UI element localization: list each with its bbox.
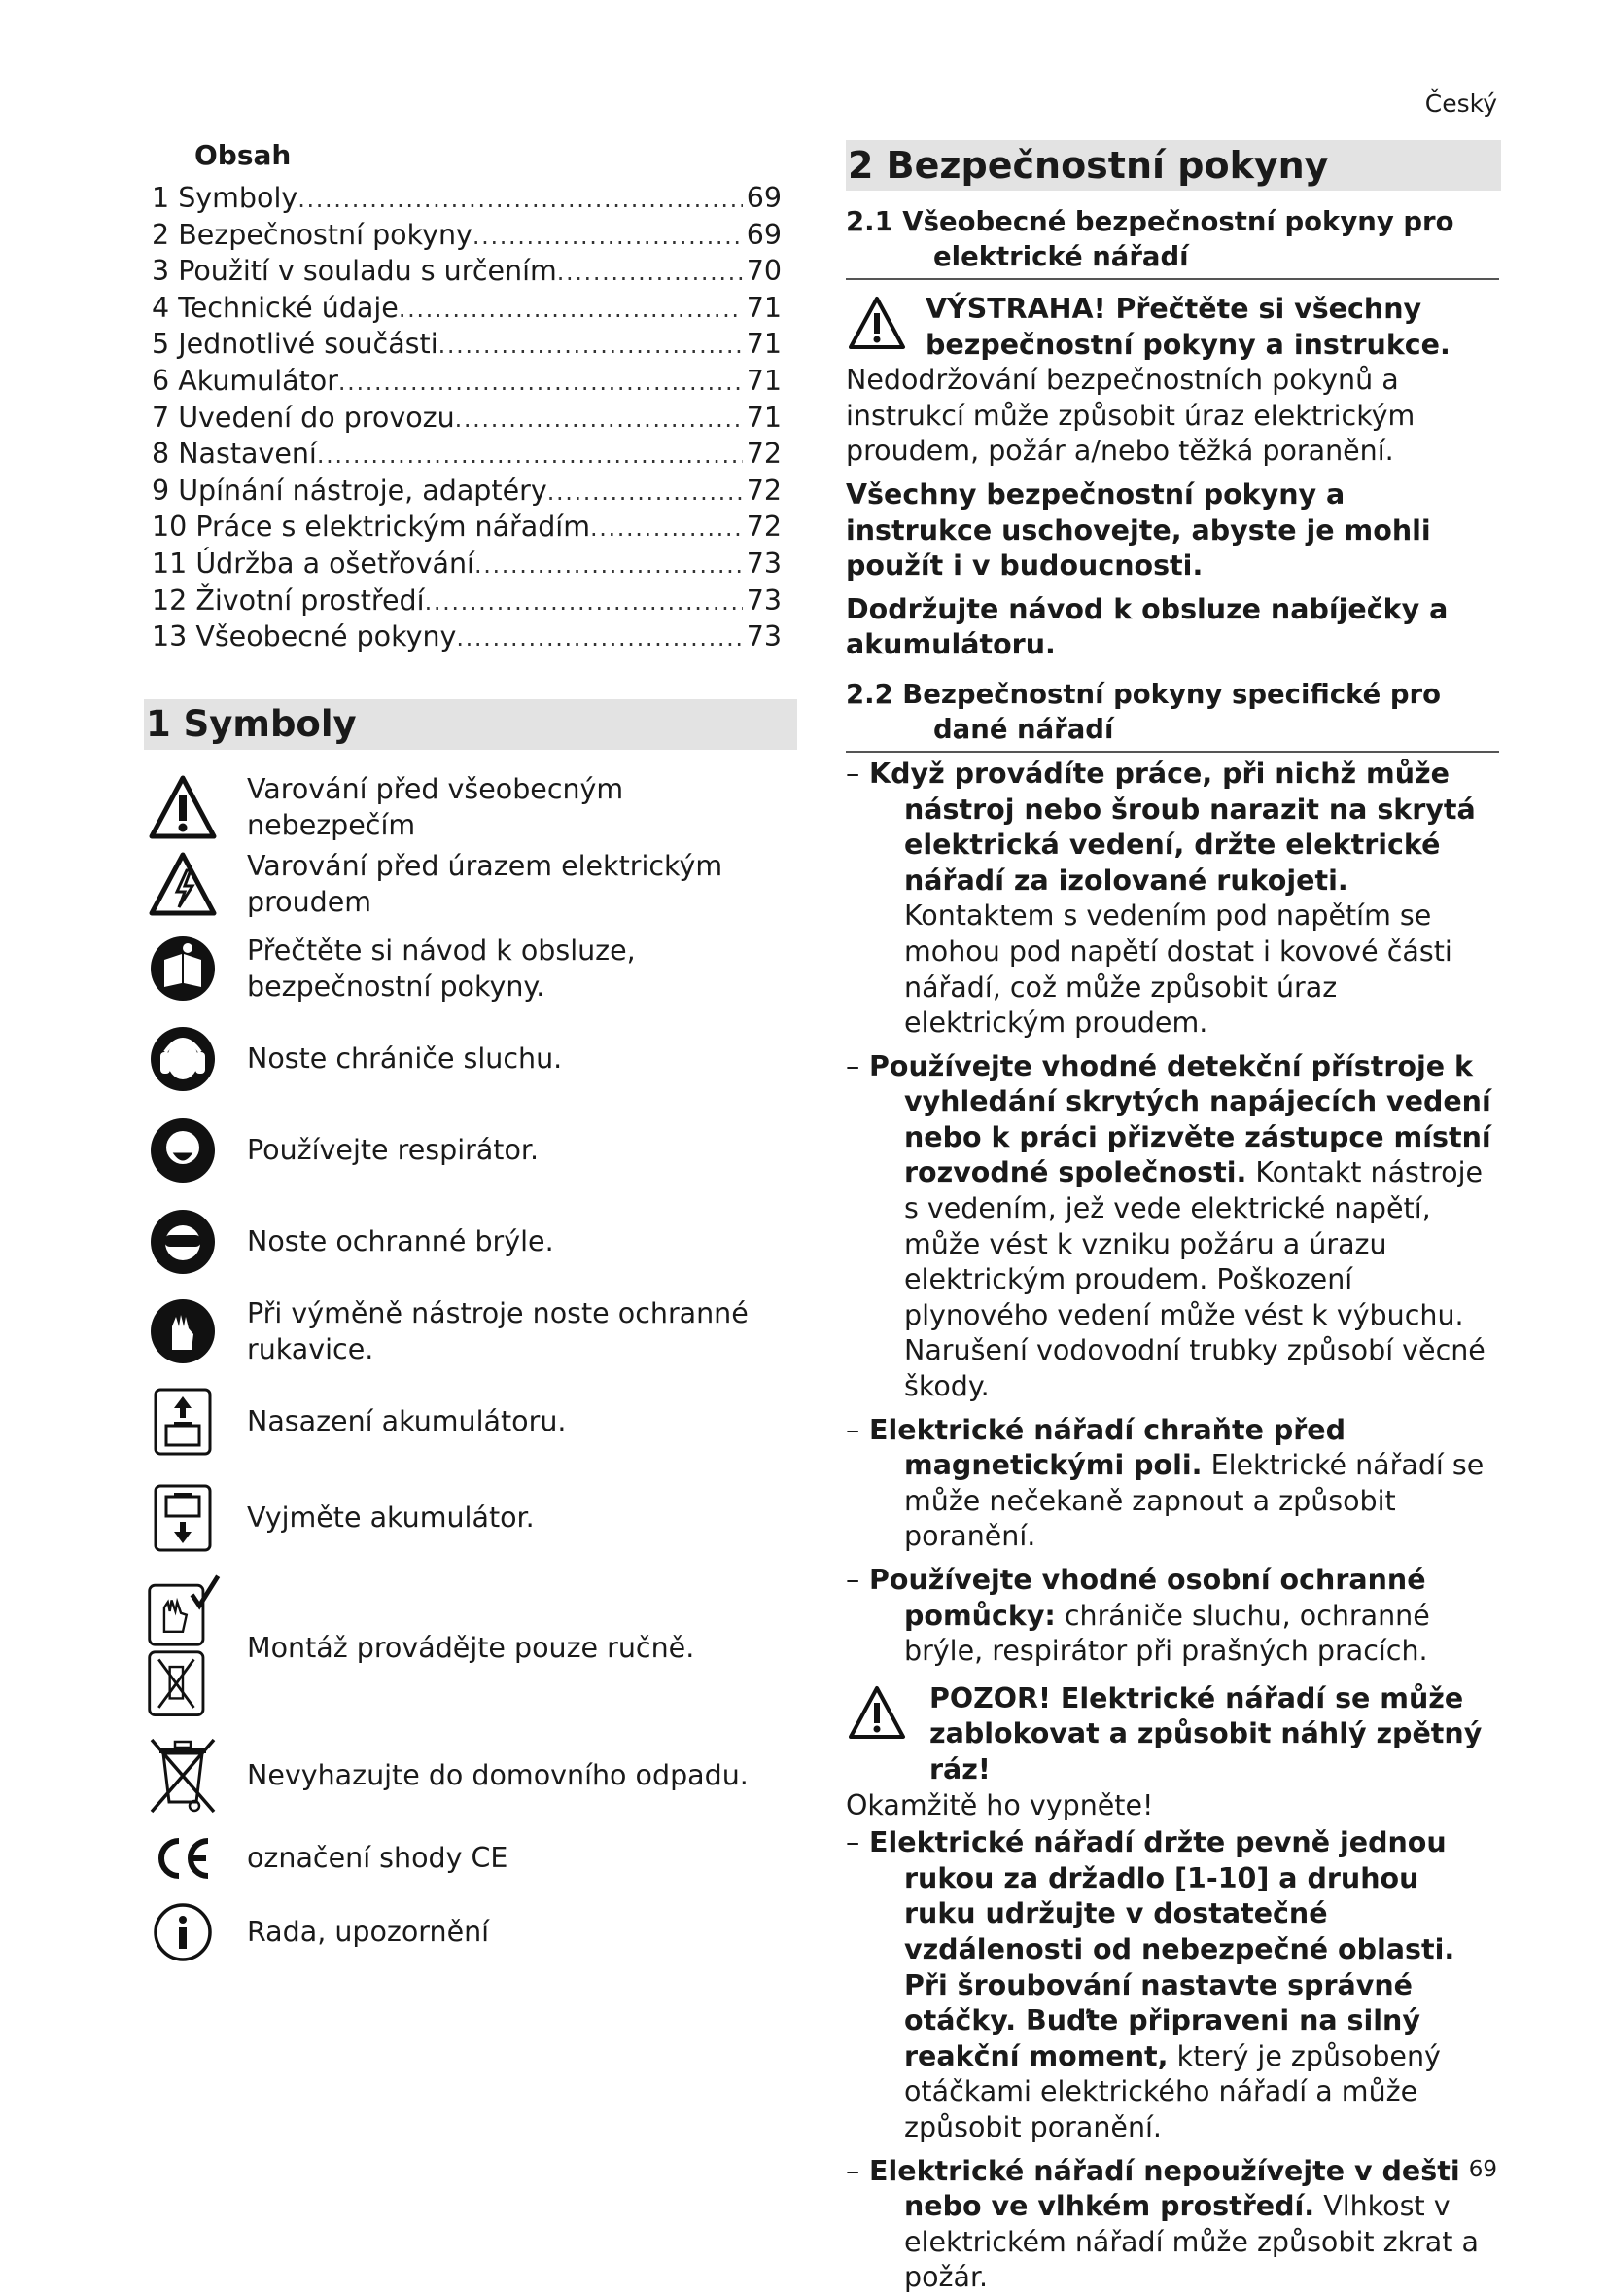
symbol-item: Nasazení akumulátoru. xyxy=(144,1374,797,1469)
info-icon xyxy=(144,1902,222,1962)
dash-bullet: – xyxy=(846,2154,860,2187)
toc-leader-dots xyxy=(547,475,743,511)
specific-instructions-list xyxy=(846,757,1499,1670)
toc-leader-dots xyxy=(474,548,743,583)
toc-entry: 4 Technické údaje . . . 71 xyxy=(152,291,782,328)
battery-insert-icon xyxy=(144,1387,222,1457)
dash-bullet: – xyxy=(846,1049,860,1082)
toc-leader-dots xyxy=(297,182,743,218)
safety-goggles-icon xyxy=(144,1208,222,1276)
toc-leader-dots xyxy=(438,328,743,364)
instruction-item: – Používejte vhodné osobní ochranné pomůcky: chrániče sluchu, ochranné brýle, respirátor při prašných pracích. xyxy=(846,1564,1430,1668)
symbol-item: Varování před všeobecným nebezpečím xyxy=(144,771,797,843)
toc-leader-dots xyxy=(425,584,743,620)
symbol-item: Používejte respirátor. xyxy=(144,1106,797,1195)
symbol-item: Při výměně nástroje noste ochranné rukavice. xyxy=(144,1289,797,1374)
toc-leader-dots xyxy=(338,365,743,401)
ear-protection-icon xyxy=(144,1025,222,1093)
manual-assembly-icon xyxy=(144,1571,222,1726)
symbols-heading: 1 Symboly xyxy=(144,699,797,750)
keep-instructions-note: Všechny bezpečnostní pokyny a instrukce uschovejte, abyste je mohli použít i v budoucnosti. xyxy=(846,477,1431,583)
dash-bullet: – xyxy=(846,757,860,790)
language-label: Český xyxy=(1424,89,1497,118)
dash-bullet: – xyxy=(846,1564,860,1596)
instruction-item: – Elektrické nářadí držte pevně jednou rukou za držadlo [1-10] a druhou ruku udržujte v dostatečné vzdálenosti od nebezpečné oblasti. Při šroubování nastavte správné otáčky. Buďte připraveni na silný reakční moment, který je způsobený otáčkami elektrického nářadí a může způsobit poranění. xyxy=(846,1826,1455,2143)
toc-entry: 12 Životní prostředí . . . 73 xyxy=(152,583,782,620)
kickback-instructions-list xyxy=(846,1825,1499,2296)
symbol-item: Rada, upozornění xyxy=(144,1895,797,1969)
battery-remove-icon xyxy=(144,1483,222,1553)
instruction-item: – Používejte vhodné detekční přístroje k vyhledání skrytých napájecích vedení nebo k práci přizvěte zástupce místní rozvodné společnosti. Kontakt nástroje s vedením, jež vede elektrické napětí, může vést k vzniku požáru a úrazu elektrickým proudem. Poškození plynového vedení může vést k výbuchu. Narušení vodovodní trubky způsobí věcné škody. xyxy=(846,1049,1491,1403)
symbol-item: Přečtěte si návod k obsluze, bezpečnostní pokyny. xyxy=(144,925,797,1012)
caution-block: POZOR! Elektrické nářadí se může zablokovat a způsobit náhlý zpětný ráz! Okamžitě ho vypněte! xyxy=(846,1681,1483,1821)
charger-note: Dodržujte návod k obsluze nabíječky a akumulátoru. xyxy=(846,592,1449,661)
instruction-item: – Když provádíte práce, při nichž může nástroj nebo šroub narazit na skrytá elektrická vedení, držte elektrické nářadí za izolované rukojeti. Kontaktem s vedením pod napětím se mohou pod napětí dostat i kovové části nářadí, což může způsobit úraz elektrickým proudem. xyxy=(846,757,1476,1040)
toc-entry: 1 Symboly . . . 69 xyxy=(152,181,782,218)
toc-entry: 10 Práce s elektrickým nářadím . . . 72 xyxy=(152,510,782,547)
safety-heading: 2 Bezpečnostní pokyny xyxy=(846,140,1501,191)
dash-bullet: – xyxy=(846,1413,860,1446)
symbol-item: Nevyhazujte do domovního odpadu. xyxy=(144,1730,797,1821)
symbol-item: Noste ochranné brýle. xyxy=(144,1195,797,1289)
warning-triangle-icon xyxy=(848,296,906,360)
instruction-item: – Elektrické nářadí nepoužívejte v dešti nebo ve vlhkém prostředí. Vlhkost v elektrickém nářadí může způsobit zkrat a požár. xyxy=(846,2154,1479,2294)
toc-entry: 9 Upínání nástroje, adaptéry . . . 72 xyxy=(152,474,782,511)
toc-entry: 11 Údržba a ošetřování . . . 73 xyxy=(152,547,782,583)
dash-bullet: – xyxy=(846,1826,860,1859)
symbol-item: označení shody CE xyxy=(144,1821,797,1895)
toc-entry: 7 Uvedení do provozu . . . 71 xyxy=(152,401,782,438)
page-number: 69 xyxy=(1468,2157,1497,2182)
symbol-item: Vyjměte akumulátor. xyxy=(144,1469,797,1567)
symbol-list xyxy=(144,771,797,1969)
symbol-item: Noste chrániče sluchu. xyxy=(144,1012,797,1106)
toc-leader-dots xyxy=(472,219,743,255)
toc-entry: 2 Bezpečnostní pokyny . . . 69 xyxy=(152,218,782,255)
toc-title: Obsah xyxy=(194,139,292,171)
toc-leader-dots xyxy=(399,292,743,328)
toc-entry: 3 Použití v souladu s určením . . . 70 xyxy=(152,254,782,291)
general-safety-subheading: 2.1 Všeobecné bezpečnostní pokyny pro elektrické nářadí xyxy=(846,204,1499,280)
toc-entry: 5 Jednotlivé součásti . . . 71 xyxy=(152,327,782,364)
toc-entry: 8 Nastavení . . . 72 xyxy=(152,437,782,474)
table-of-contents xyxy=(152,181,782,656)
gloves-icon xyxy=(144,1297,222,1365)
toc-leader-dots xyxy=(557,255,743,291)
toc-leader-dots xyxy=(455,402,743,438)
specific-safety-subheading: 2.2 Bezpečnostní pokyny specifické pro dané nářadí xyxy=(846,677,1499,753)
toc-leader-dots xyxy=(456,620,742,656)
instruction-item: – Elektrické nářadí chraňte před magnetickými poli. Elektrické nářadí se může nečekaně zapnout a způsobit poranění. xyxy=(846,1413,1485,1553)
electric-warning-icon xyxy=(144,851,222,917)
symbol-item: Montáž provádějte pouze ručně. xyxy=(144,1567,797,1730)
toc-entry: 6 Akumulátor . . . 71 xyxy=(152,364,782,401)
read-manual-icon xyxy=(144,935,222,1003)
left-column xyxy=(144,136,797,1969)
toc-leader-dots xyxy=(317,438,743,474)
warning-block: VÝSTRAHA! Přečtěte si všechny bezpečnostní pokyny a instrukce. Nedodržování bezpečnostních pokynů a instrukcí může způsobit úraz elektrickým proudem, požár a/nebo těžká poranění. xyxy=(846,293,1451,468)
ce-mark-icon xyxy=(144,1835,222,1882)
right-column xyxy=(846,140,1499,2296)
crossed-bin-icon xyxy=(144,1736,222,1816)
respirator-icon xyxy=(144,1116,222,1184)
general-warning-icon xyxy=(144,774,222,840)
symbol-item: Varování před úrazem elektrickým proudem xyxy=(144,843,797,925)
toc-leader-dots xyxy=(590,511,743,547)
toc-entry: 13 Všeobecné pokyny . . . 73 xyxy=(152,619,782,656)
caution-triangle-icon xyxy=(848,1685,906,1749)
